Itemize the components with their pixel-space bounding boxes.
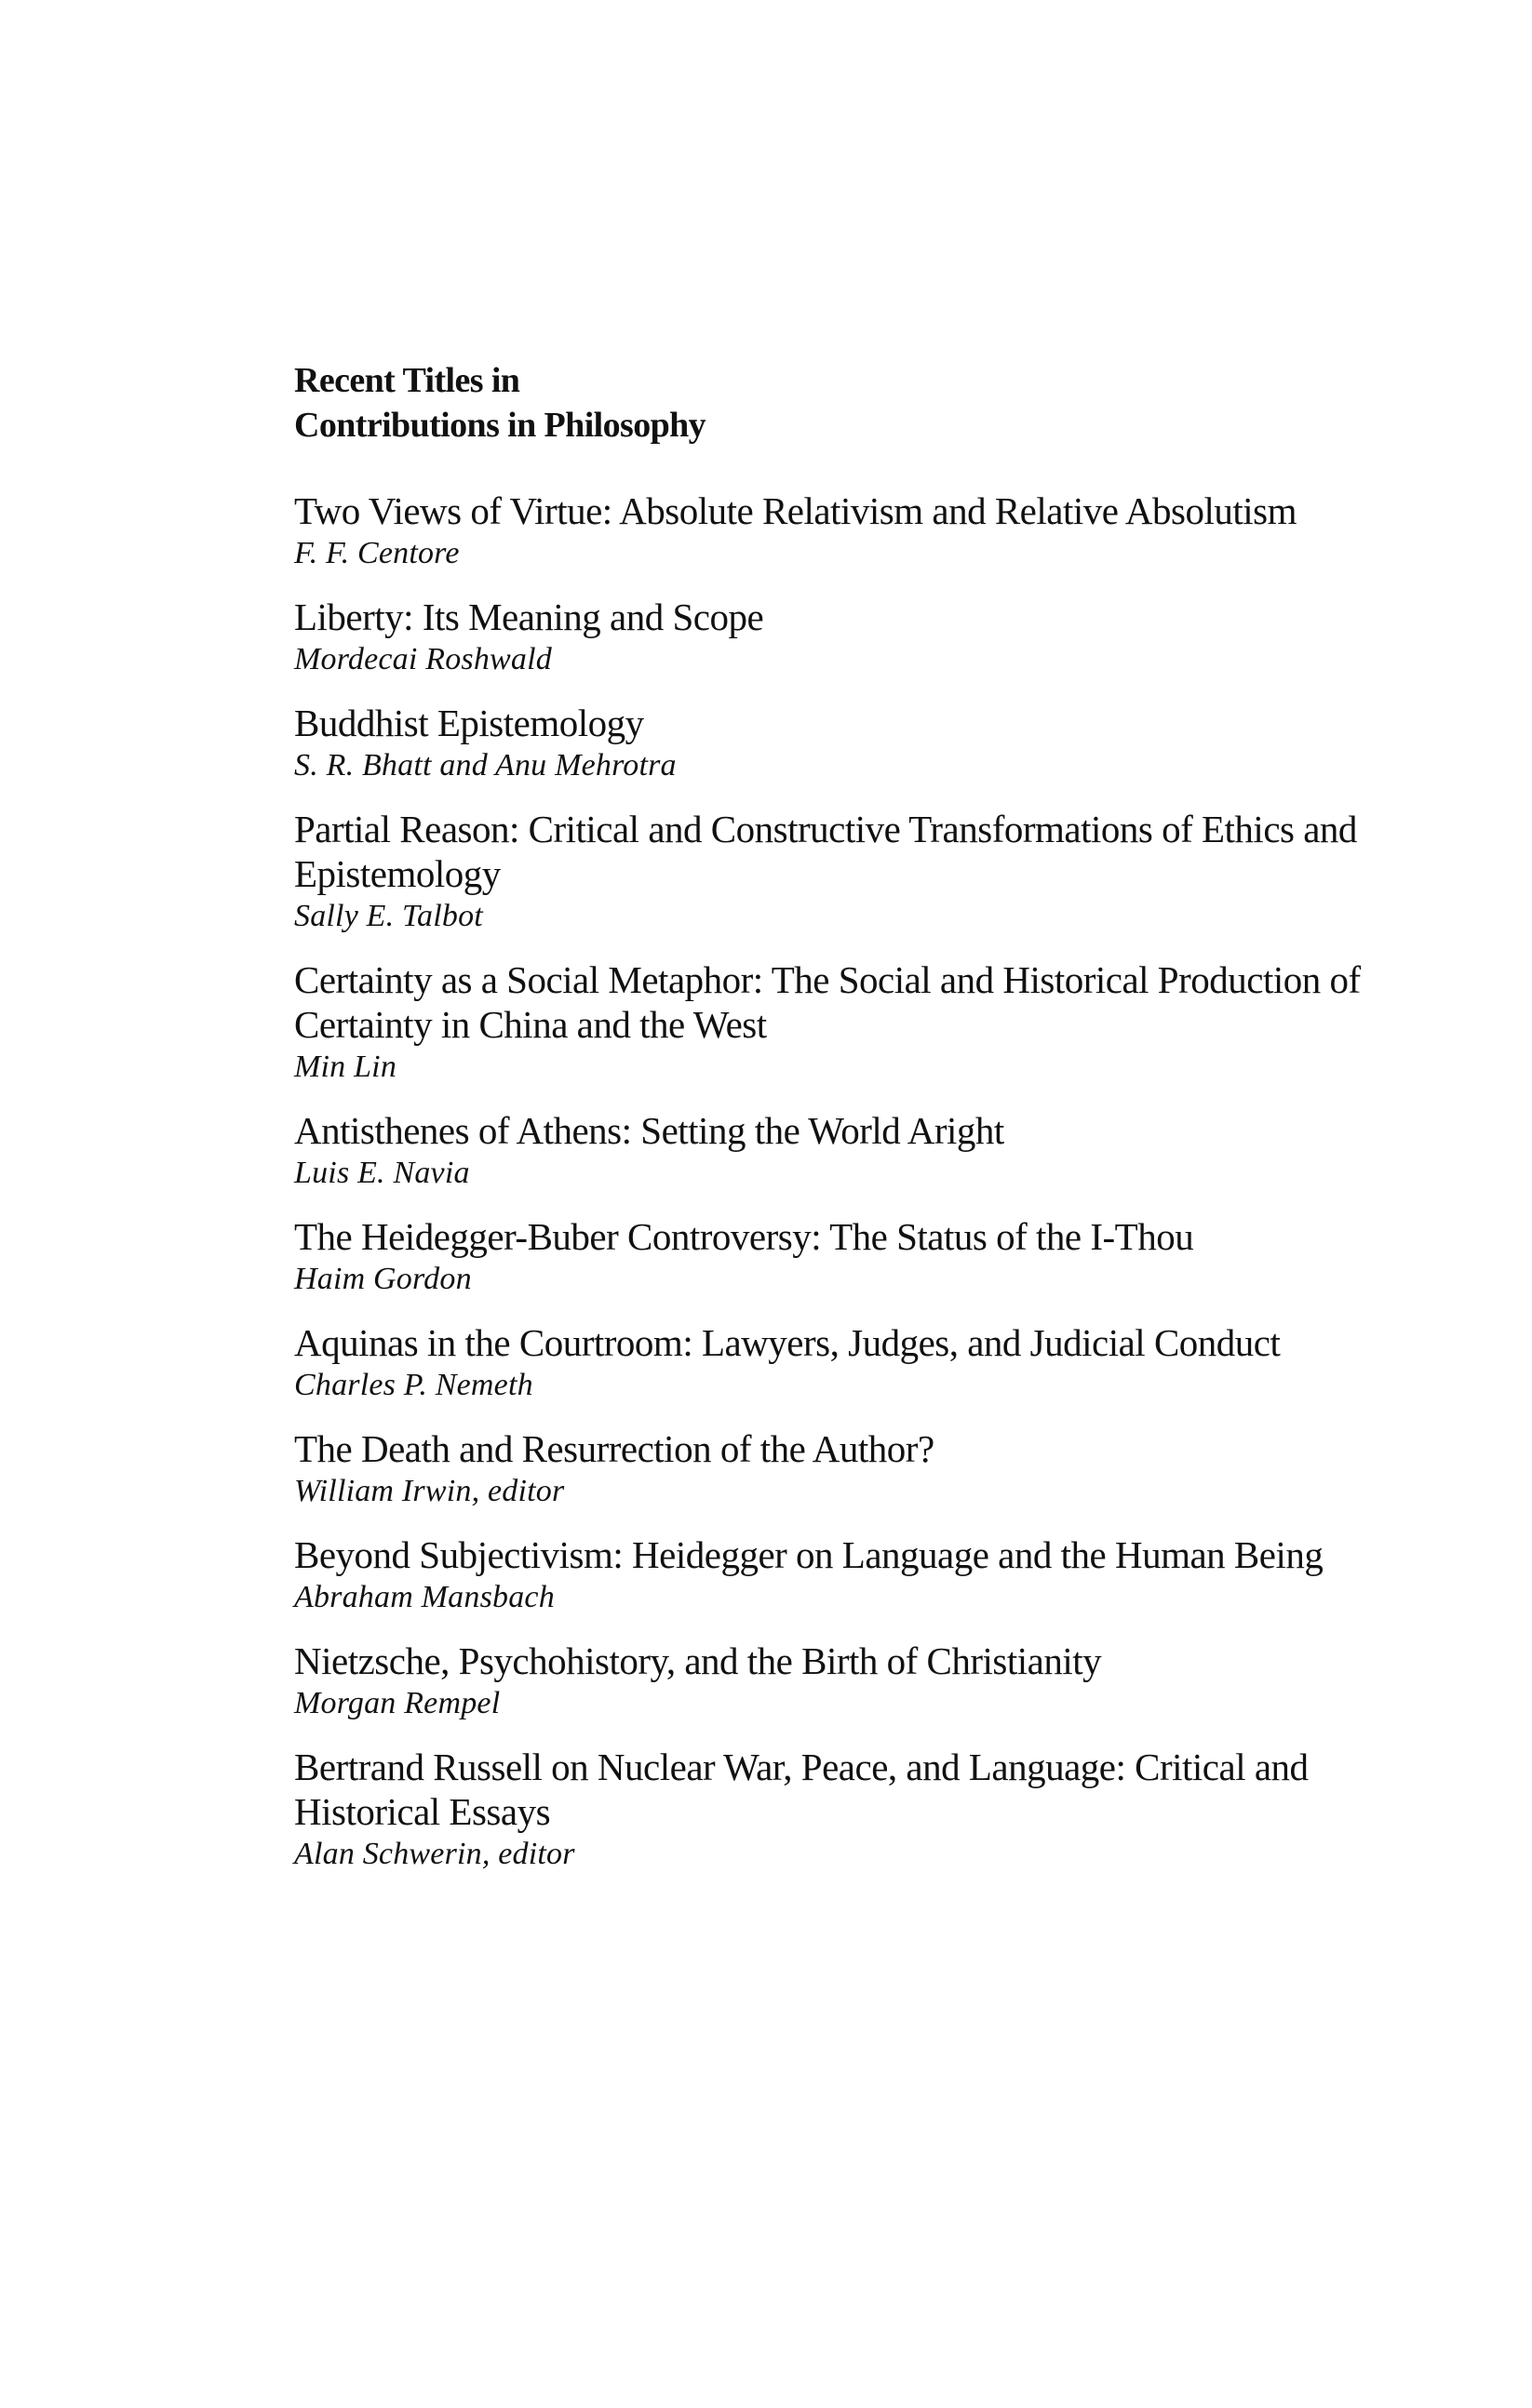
book-title: The Heidegger-Buber Controversy: The Status of the I-Thou (294, 1215, 1194, 1258)
book-title: Buddhist Epistemology (294, 702, 644, 744)
book-author: Morgan Rempel (294, 1686, 501, 1720)
title-entry (294, 1639, 1411, 1724)
title-entry (294, 807, 1411, 937)
book-title: Antisthenes of Athens: Setting the World Aright (294, 1109, 1004, 1152)
book-author: Haim Gordon (294, 1262, 472, 1296)
series-heading-line-2: Contributions in Philosophy (294, 406, 706, 445)
title-entry (294, 1745, 1411, 1875)
book-author: Mordecai Roshwald (294, 642, 552, 676)
titles-list (294, 488, 1411, 1875)
title-entry (294, 1426, 1411, 1512)
book-author: Min Lin (294, 1050, 397, 1084)
book-author: S. R. Bhatt and Anu Mehrotra (294, 748, 677, 783)
book-title: Certainty as a Social Metaphor: The Social and Historical Production of Certainty in China and the West (294, 958, 1361, 1046)
book-title: Beyond Subjectivism: Heidegger on Language and the Human Being (294, 1533, 1324, 1576)
title-entry (294, 488, 1411, 574)
book-title: Two Views of Virtue: Absolute Relativism and Relative Absolutism (294, 489, 1297, 532)
book-author: William Irwin, editor (294, 1474, 565, 1508)
book-title: Liberty: Its Meaning and Scope (294, 595, 764, 638)
book-title: The Death and Resurrection of the Author? (294, 1427, 934, 1470)
series-heading-line-1: Recent Titles in (294, 361, 520, 400)
title-entry (294, 1532, 1411, 1618)
book-author: Luis E. Navia (294, 1156, 470, 1190)
book-title: Partial Reason: Critical and Constructive Transformations of Ethics and Epistemology (294, 808, 1357, 895)
title-entry (294, 701, 1411, 786)
series-heading (294, 358, 1318, 448)
title-entry (294, 595, 1411, 680)
book-title: Bertrand Russell on Nuclear War, Peace, and Language: Critical and Historical Essays (294, 1746, 1309, 1833)
book-title: Nietzsche, Psychohistory, and the Birth of Christianity (294, 1639, 1102, 1682)
title-entry (294, 1320, 1411, 1406)
book-author: Sally E. Talbot (294, 899, 483, 933)
book-author: Charles P. Nemeth (294, 1368, 533, 1402)
book-author: Abraham Mansbach (294, 1580, 555, 1614)
title-entry (294, 957, 1411, 1088)
title-entry (294, 1108, 1411, 1194)
book-author: Alan Schwerin, editor (294, 1837, 575, 1871)
book-author: F. F. Centore (294, 536, 460, 570)
book-title: Aquinas in the Courtroom: Lawyers, Judges, and Judicial Conduct (294, 1321, 1281, 1364)
title-entry (294, 1214, 1411, 1300)
